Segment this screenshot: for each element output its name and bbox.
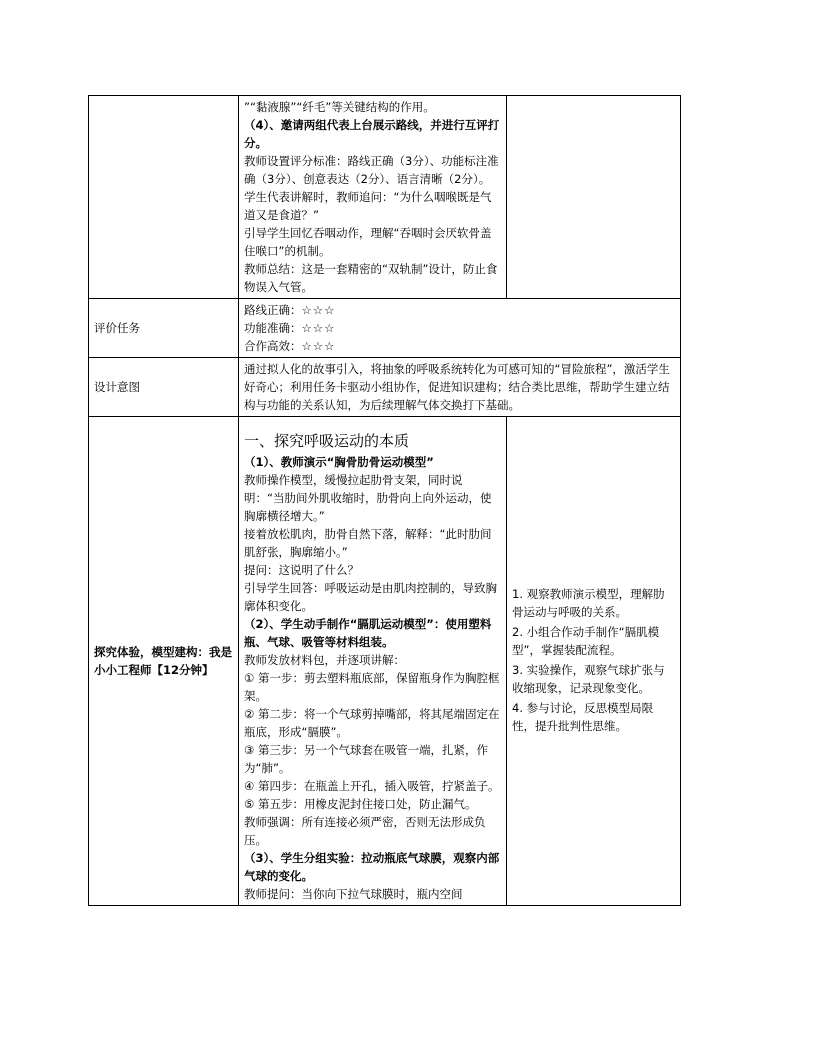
paragraph: 教师提问：当你向下拉气球膜时，瓶内空间 — [244, 887, 463, 901]
evaluation-cell — [239, 299, 681, 358]
paragraph: （1）、教师演示“胸骨肋骨运动模型” — [244, 455, 434, 469]
content-cell — [239, 96, 507, 299]
label-cell — [89, 96, 239, 299]
activity-cell — [507, 417, 681, 906]
table-row — [89, 96, 681, 299]
paragraph: 教师强调：所有连接必须严密，否则无法形成负压。 — [244, 815, 486, 847]
paragraph: 教师总结：这是一套精密的“双轨制”设计，防止食物误入气管。 — [244, 262, 498, 294]
table-row — [89, 417, 681, 906]
section-heading: 一、探究呼吸运动的本质 — [244, 432, 410, 450]
evaluation-label: 评价任务 — [89, 299, 239, 358]
table-row — [89, 299, 681, 358]
rating-item: 路线正确：☆☆☆ — [244, 303, 336, 317]
paragraph: ① 第一步：剪去塑料瓶底部，保留瓶身作为胸腔框架。 — [244, 671, 500, 703]
activity-item: 2. 小组合作动手制作“膈肌模型”，掌握装配流程。 — [512, 625, 660, 657]
paragraph: 教师发放材料包，并逐项讲解： — [244, 653, 405, 667]
section-label: 探究体验，模型建构：我是小小工程师【12分钟】 — [89, 417, 239, 906]
design-intent-text: 通过拟人化的故事引入，将抽象的呼吸系统转化为可感可知的“冒险旅程”，激活学生好奇心；利用任务卡驱动小组协作，促进知识建构；结合类比思维，帮助学生建立结构与功能的关系认知，为后续理解气体交换打下基础。 — [239, 358, 681, 417]
paragraph: ⑤ 第五步：用橡皮泥封住接口处，防止漏气。 — [244, 797, 477, 811]
paragraph: 提问：这说明了什么？ — [244, 563, 359, 577]
paragraph: （3）、学生分组实验：拉动瓶底气球膜，观察内部气球的变化。 — [244, 851, 500, 883]
paragraph: 教师操作模型，缓慢拉起肋骨支架，同时说明：“当肋间外肌收缩时，肋骨向上向外运动，使胸廓横径增大。” — [244, 473, 492, 523]
rating-item: 合作高效：☆☆☆ — [244, 339, 336, 353]
paragraph: ② 第二步：将一个气球剪掉嘴部，将其尾端固定在瓶底，形成“膈膜”。 — [244, 707, 500, 739]
design-intent-label: 设计意图 — [89, 358, 239, 417]
paragraph: （4）、邀请两组代表上台展示路线，并进行互评打分。 — [244, 118, 500, 150]
table-row — [89, 358, 681, 417]
paragraph: 教师设置评分标准：路线正确（3分）、功能标注准确（3分）、创意表达（2分）、语言清晰（2分）。 — [244, 154, 499, 186]
paragraph: （2）、学生动手制作“膈肌运动模型”：使用塑料瓶、气球、吸管等材料组装。 — [244, 617, 492, 649]
activity-cell — [507, 96, 681, 299]
lesson-plan-table — [88, 95, 681, 906]
content-cell — [239, 417, 507, 906]
paragraph: ”“黏液腺”“纤毛”等关键结构的作用。 — [244, 100, 435, 114]
paragraph: 引导学生回忆吞咽动作，理解“吞咽时会厌软骨盖住喉口”的机制。 — [244, 226, 492, 258]
paragraph: ③ 第三步：另一个气球套在吸管一端，扎紧，作为“肺”。 — [244, 743, 488, 775]
paragraph: 接着放松肌肉，肋骨自然下落，解释：“此时肋间肌舒张，胸廓缩小。” — [244, 527, 492, 559]
activity-item: 1. 观察教师演示模型，理解肋骨运动与呼吸的关系。 — [512, 587, 665, 619]
activity-item: 4. 参与讨论，反思模型局限性，提升批判性思维。 — [512, 701, 654, 733]
rating-item: 功能准确：☆☆☆ — [244, 321, 336, 335]
paragraph: ④ 第四步：在瓶盖上开孔，插入吸管，拧紧盖子。 — [244, 779, 500, 793]
activity-item: 3. 实验操作，观察气球扩张与收缩现象，记录现象变化。 — [512, 663, 665, 695]
paragraph: 学生代表讲解时，教师追问：“为什么咽喉既是气道又是食道？” — [244, 190, 492, 222]
paragraph: 引导学生回答：呼吸运动是由肌肉控制的，导致胸廓体积变化。 — [244, 581, 497, 613]
